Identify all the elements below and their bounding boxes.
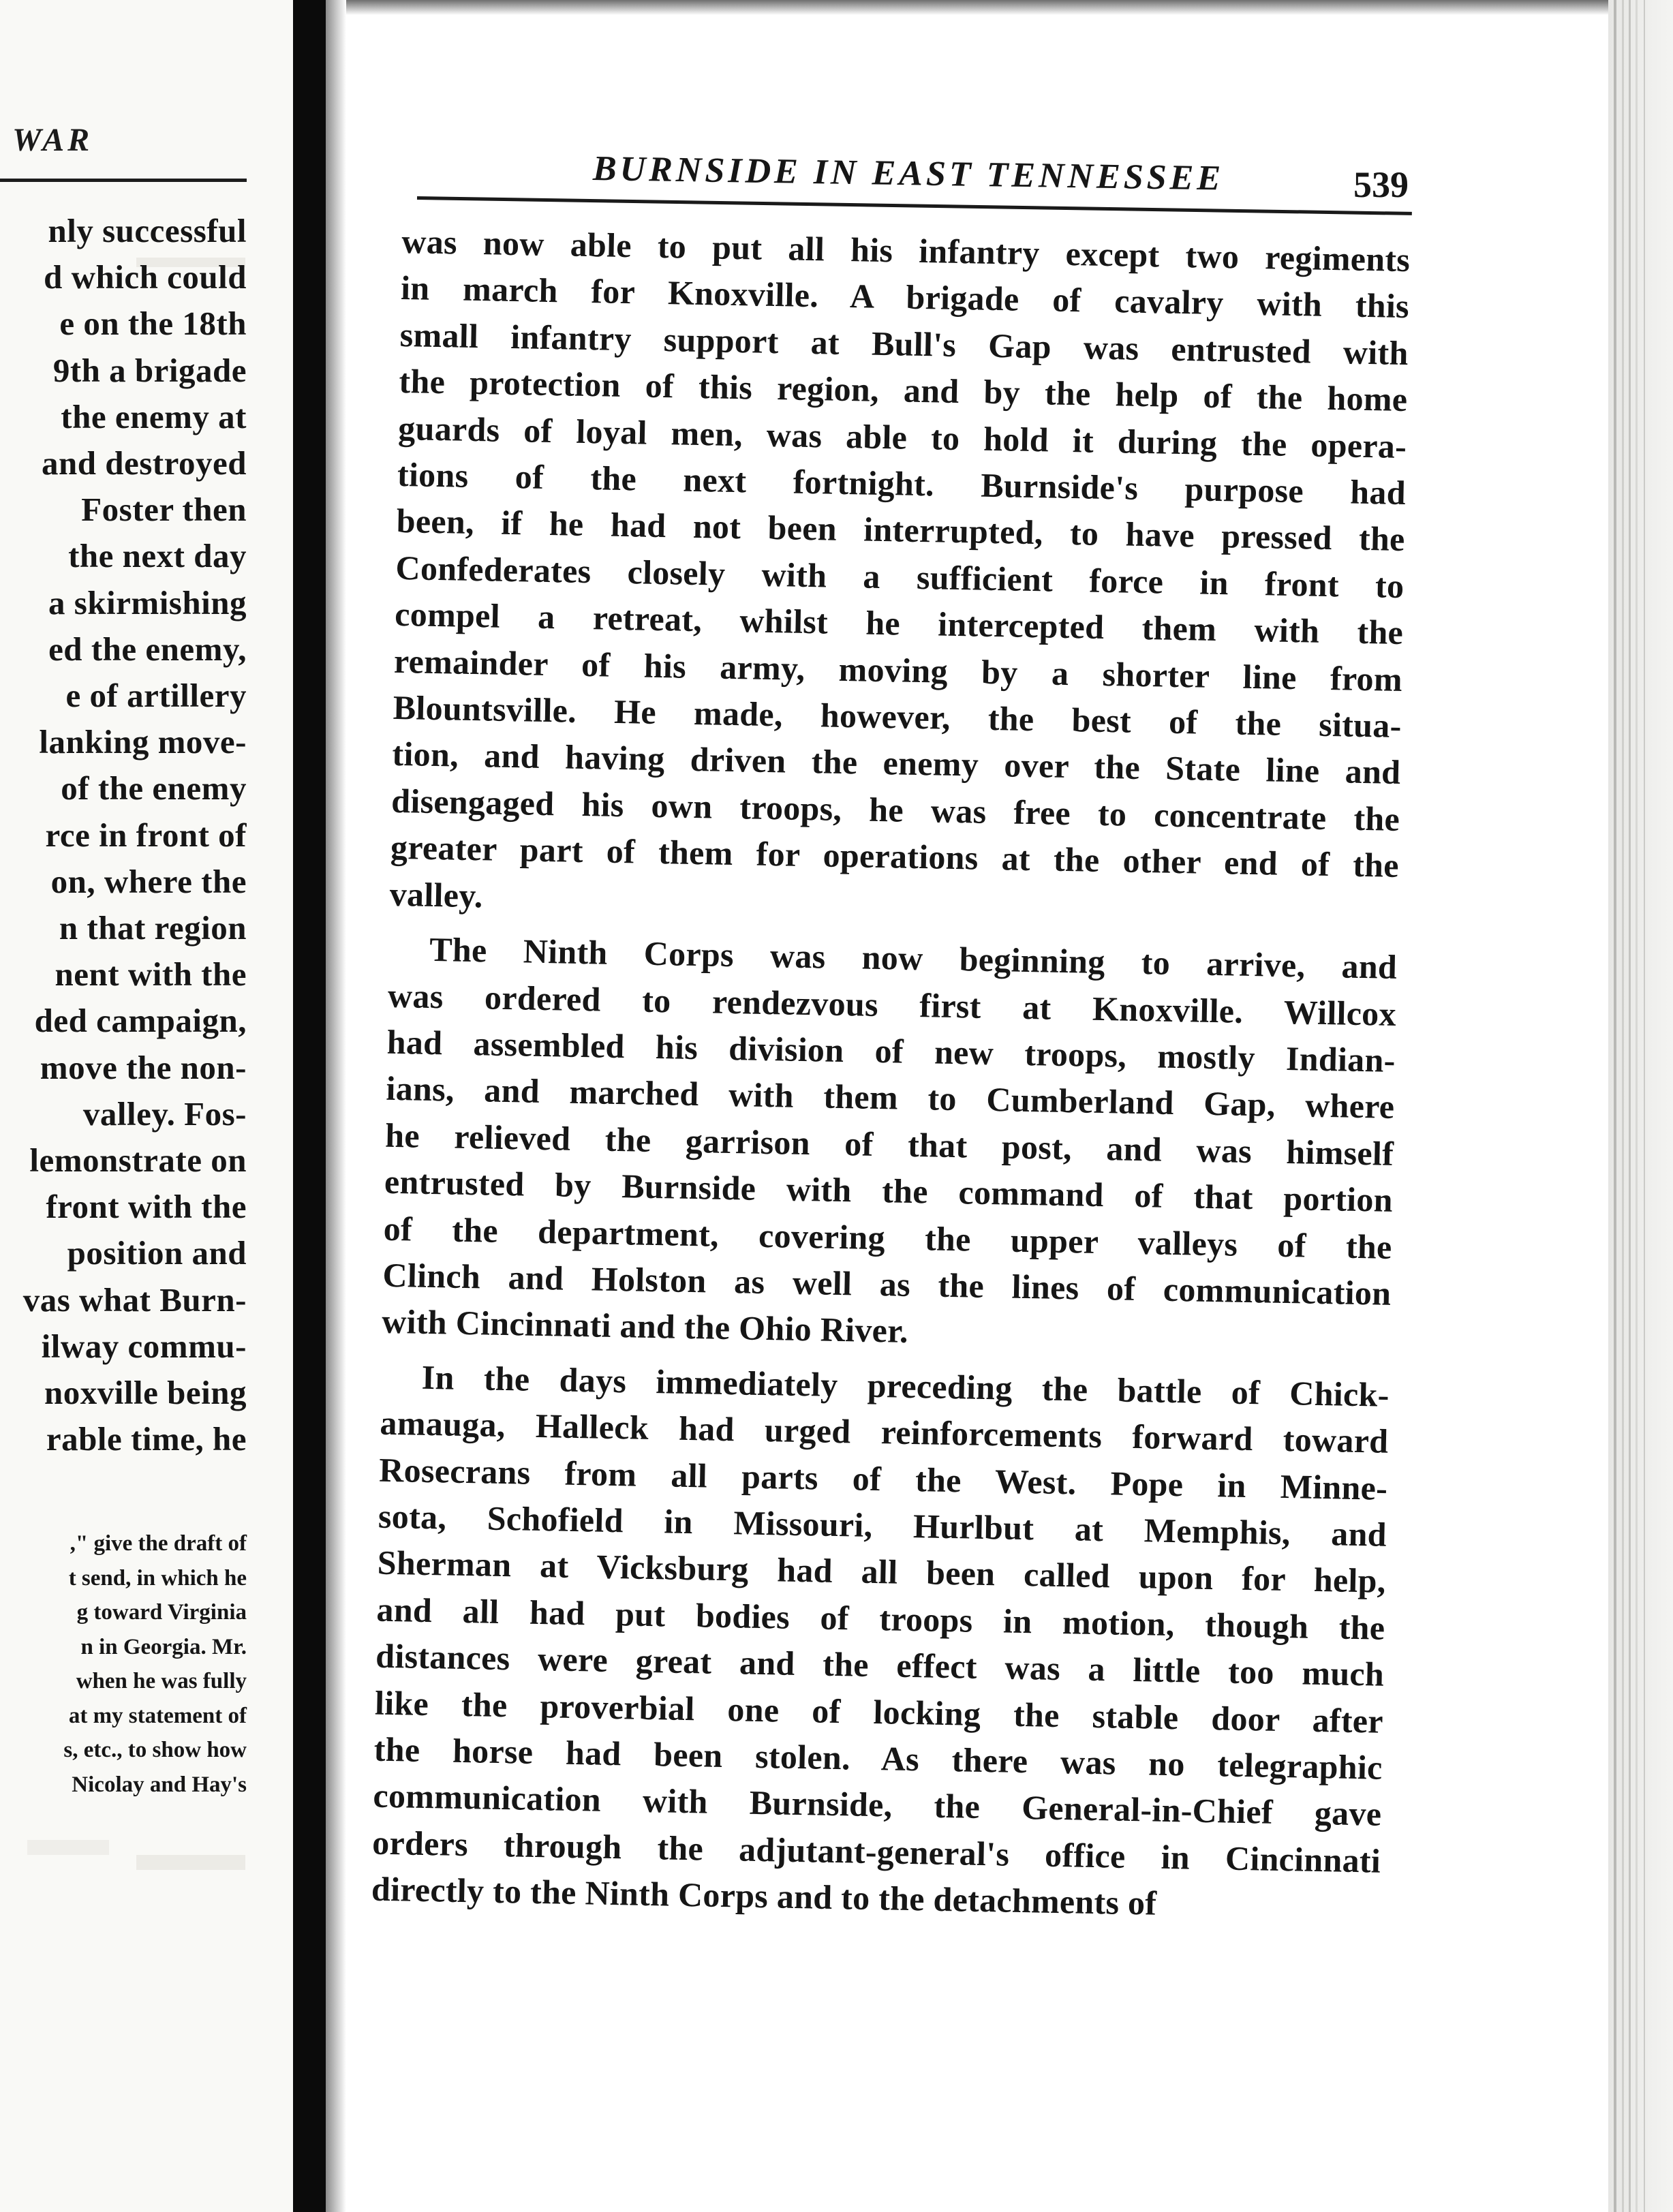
text-line: in march for Knoxville. A brigade of cavalry with this xyxy=(400,268,1410,326)
text-line: directly to the Ninth Corps and to the detachments of xyxy=(371,1869,1157,1922)
left-text-line: nent with the xyxy=(55,955,247,994)
left-text-line: move the non- xyxy=(40,1048,247,1086)
text-line: of the department, covering the upper valleys of the xyxy=(383,1209,1393,1266)
text-line: guards of loyal men, was able to hold it during the opera- xyxy=(397,408,1407,465)
text-line: tion, and having driven the enemy over the State line and xyxy=(392,735,1401,792)
paragraph xyxy=(371,1353,1390,1931)
text-line: was ordered to rendezvous first at Knoxville. Willcox xyxy=(387,976,1397,1033)
bleed-through-mark xyxy=(136,1855,245,1870)
left-text-line: on, where the xyxy=(50,862,247,900)
page-edge-line xyxy=(1629,0,1631,2212)
text-line: remainder of his army, moving by a shorter line from xyxy=(393,641,1403,698)
paragraph xyxy=(389,218,1411,936)
left-text-line: 9th a brigade xyxy=(52,351,247,389)
left-text-line: of the enemy xyxy=(61,769,247,808)
left-text-line: valley. Fos- xyxy=(82,1094,247,1133)
text-line: valley. xyxy=(389,874,484,915)
left-running-head: WAR xyxy=(12,122,93,158)
text-line: the horse had been stolen. As there was no telegraphic xyxy=(373,1730,1383,1787)
left-text-line: position and xyxy=(67,1234,247,1272)
left-page-footnotes xyxy=(0,1526,247,1802)
text-line: Rosecrans from all parts of the West. Pope in Minne- xyxy=(378,1450,1388,1507)
text-line: with Cincinnati and the Ohio River. xyxy=(381,1302,909,1351)
page-number: 539 xyxy=(1353,164,1409,205)
left-text-line: n that region xyxy=(59,909,247,947)
text-line: communication with Burnside, the General-in-Chief gave xyxy=(373,1777,1382,1834)
text-line: tions of the next fortnight. Burnside's purpose had xyxy=(397,455,1407,512)
left-footnote-line: when he was fully xyxy=(76,1669,247,1693)
left-text-line: noxville being xyxy=(44,1374,247,1412)
left-text-line: and destroyed xyxy=(41,444,247,482)
text-line: small infantry support at Bull's Gap was entrusted with xyxy=(399,315,1409,372)
bleed-through-mark xyxy=(27,1840,109,1855)
left-text-line: vas what Burn- xyxy=(22,1280,247,1319)
left-text-line: rce in front of xyxy=(45,816,247,854)
left-footnote-line: t send, in which he xyxy=(68,1565,247,1591)
left-text-line: ed the enemy, xyxy=(48,630,247,668)
text-line: orders through the adjutant-general's office in Cincinnati xyxy=(371,1823,1381,1880)
paragraph xyxy=(382,925,1398,1364)
text-line: greater part of them for operations at the other end of the xyxy=(390,828,1400,885)
top-edge-shadow xyxy=(346,0,1673,15)
left-text-line: rable time, he xyxy=(46,1420,247,1458)
text-line: disengaged his own troops, he was free to concentrate the xyxy=(390,781,1400,838)
left-text-line: the next day xyxy=(68,537,247,575)
left-text-line: ded campaign, xyxy=(34,1002,247,1040)
left-text-line: nly successful xyxy=(48,212,247,249)
text-line: was now able to put all his infantry except two regiments xyxy=(401,221,1411,279)
left-footnote-line: g toward Virginia xyxy=(76,1600,247,1625)
text-line: distances were great and the effect was a little too much xyxy=(375,1636,1385,1693)
text-line: he relieved the garrison of that post, and was himself xyxy=(384,1116,1394,1173)
text-line: had assembled his division of new troops, mostly Indian- xyxy=(386,1022,1396,1079)
left-footnote-line: at my statement of xyxy=(68,1703,247,1728)
text-line: sota, Schofield in Missouri, Hurlbut at Memphis, and xyxy=(378,1496,1387,1554)
header-rule xyxy=(417,196,1412,215)
text-line: ians, and marched with them to Cumberland Gap, where xyxy=(386,1069,1395,1126)
text-line: Clinch and Holston as well as the lines of communication xyxy=(382,1255,1392,1312)
text-line: and all had put bodies of troops in motion, though the xyxy=(376,1590,1385,1647)
text-line: Confederates closely with a sufficient force in front to xyxy=(395,548,1405,605)
text-line: amauga, Halleck had urged reinforcements forward toward xyxy=(380,1403,1389,1460)
left-text-line: lanking move- xyxy=(39,723,247,761)
text-line: The Ninth Corps was now beginning to arrive, and xyxy=(429,930,1398,987)
left-text-line: lemonstrate on xyxy=(29,1141,247,1180)
left-text-line: the enemy at xyxy=(61,397,247,435)
text-line: Sherman at Vicksburg had all been called upon for help, xyxy=(377,1543,1387,1601)
page-body-text xyxy=(371,218,1410,1931)
left-text-line: d which could xyxy=(44,258,247,296)
running-head: BURNSIDE IN EAST TENNESSEE xyxy=(592,149,1225,198)
left-footnote-line: Nicolay and Hay's xyxy=(72,1772,247,1797)
page-edge-stack xyxy=(1608,0,1673,2212)
text-line: the protection of this region, and by the help of the home xyxy=(399,362,1408,419)
text-line: like the proverbial one of locking the stable door after xyxy=(374,1683,1384,1740)
page-edge-line xyxy=(1614,0,1616,2212)
left-facing-page xyxy=(0,0,293,2212)
text-line: compel a retreat, whilst he intercepted them with the xyxy=(394,595,1404,652)
gutter-shadow xyxy=(326,0,346,2212)
book-gutter xyxy=(293,0,326,2212)
left-text-line: e of artillery xyxy=(65,677,247,715)
text-line: Blountsville. He made, however, the best of the situa- xyxy=(393,688,1402,746)
left-text-line: front with the xyxy=(46,1188,247,1226)
left-page-body-text xyxy=(0,208,247,1462)
text-line: been, if he had not been interrupted, to have pressed the xyxy=(396,502,1406,559)
left-footnote-line: s, etc., to show how xyxy=(63,1738,247,1762)
left-text-line: Foster then xyxy=(81,491,247,529)
left-footnote-line: ," give the draft of xyxy=(70,1531,247,1556)
page-edge-line xyxy=(1644,0,1645,2212)
left-text-line: e on the 18th xyxy=(59,305,247,343)
text-line: entrusted by Burnside with the command of that portion xyxy=(384,1162,1394,1220)
page-edge-line xyxy=(1636,0,1638,2212)
left-header-rule xyxy=(0,179,247,182)
text-line: In the days immediately preceding the battle of Chick- xyxy=(421,1357,1390,1414)
left-text-line: a skirmishing xyxy=(48,583,247,621)
page-edge-line xyxy=(1622,0,1624,2212)
left-text-line: ilway commu- xyxy=(41,1327,247,1365)
left-footnote-line: n in Georgia. Mr. xyxy=(80,1634,247,1659)
